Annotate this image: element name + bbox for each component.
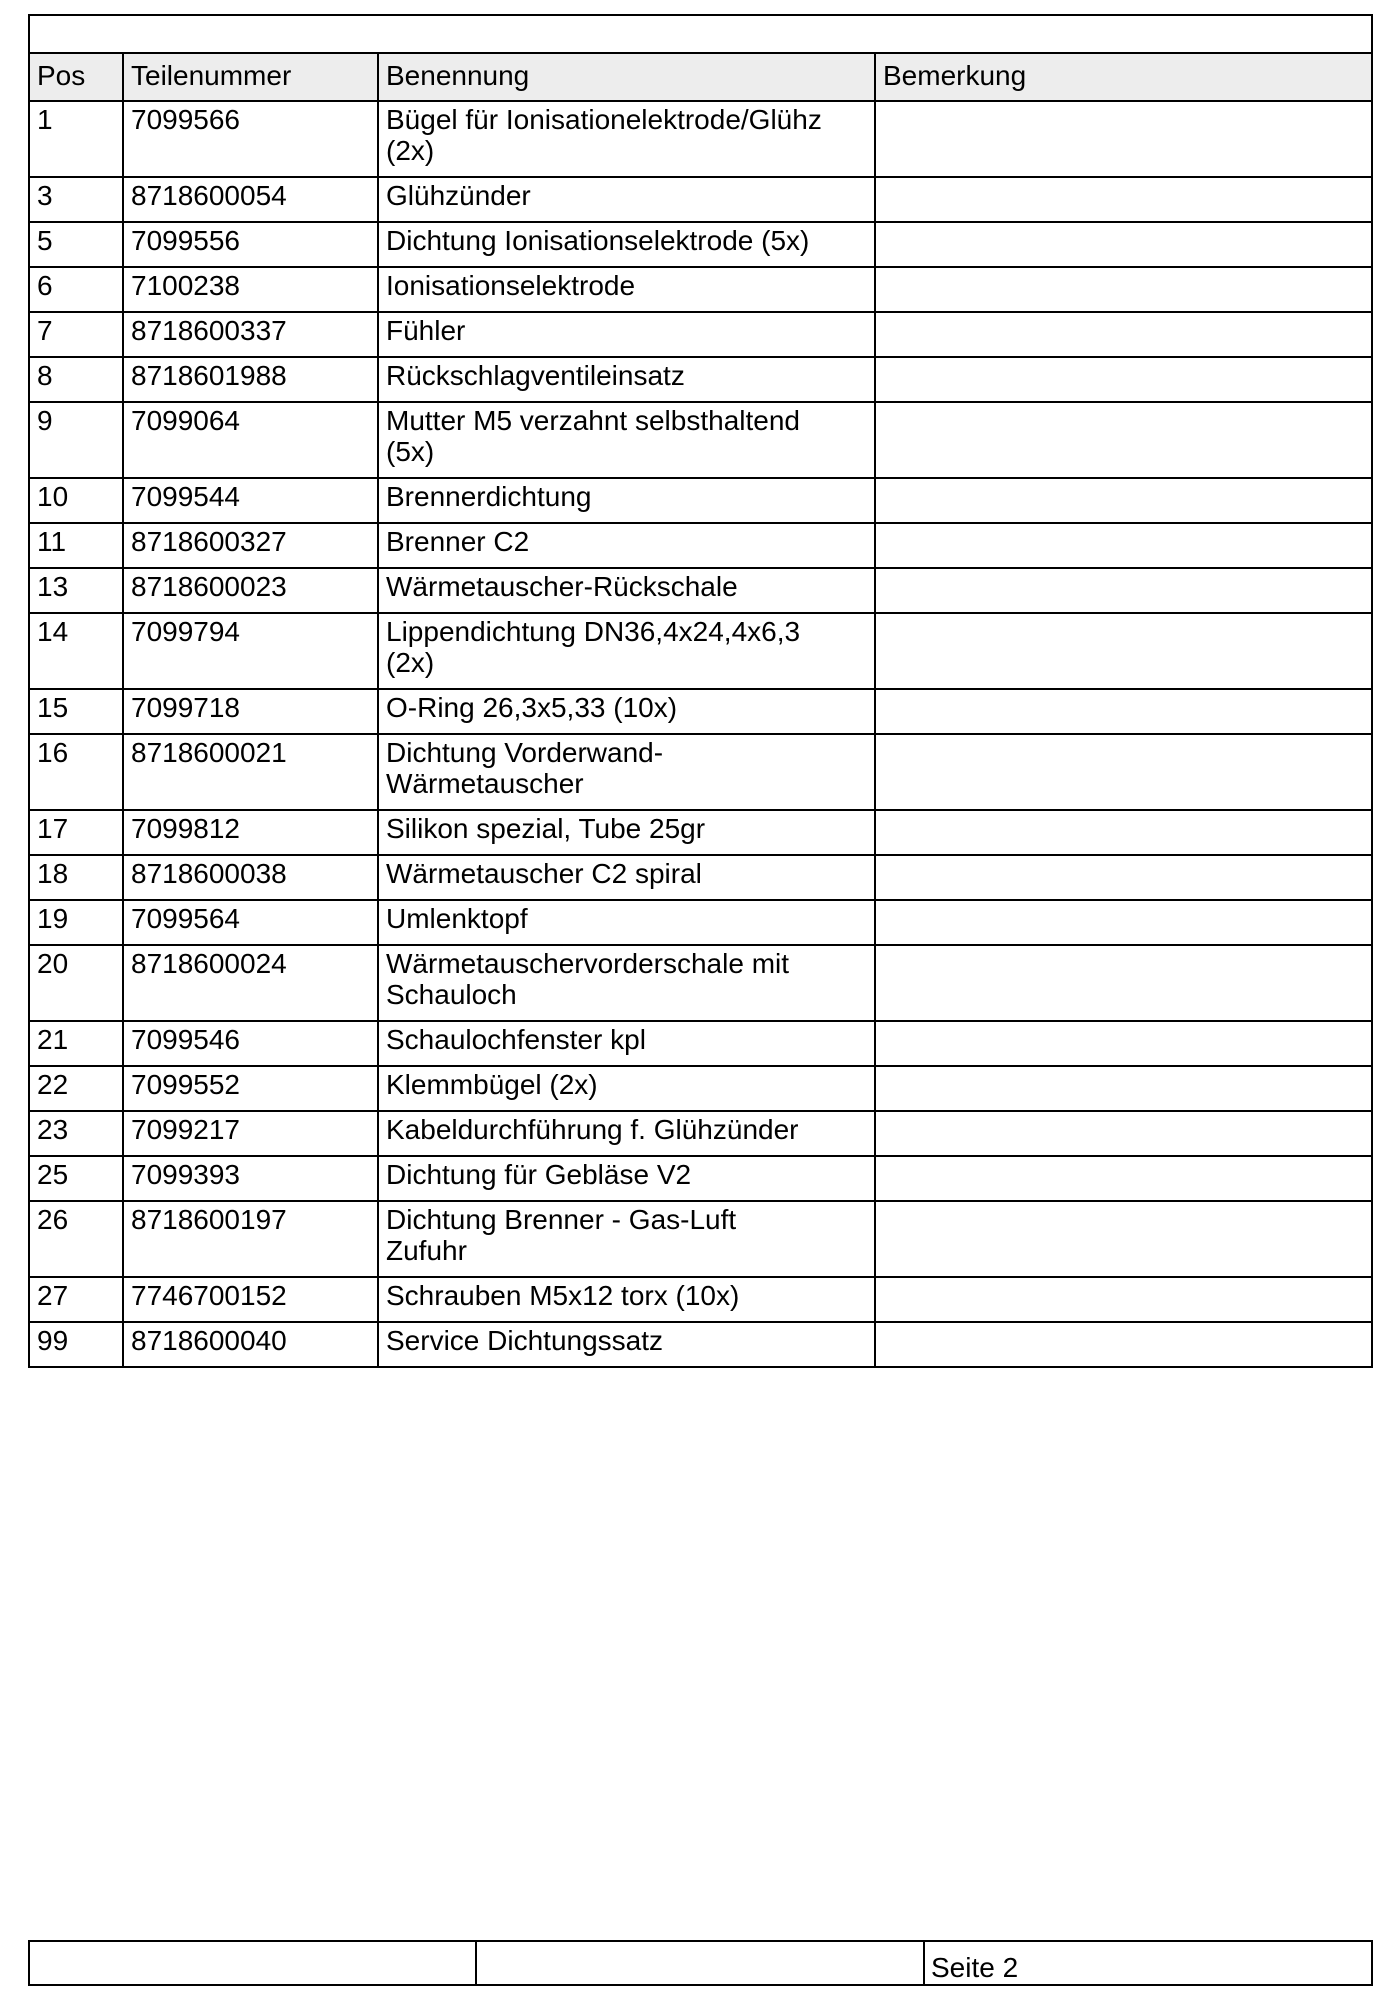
table-row: [29, 267, 1372, 312]
table-title-cell: [29, 15, 1372, 53]
cell-name-line: Bügel für Ionisationelektrode/Glühz: [386, 104, 822, 135]
cell-name: [378, 1066, 875, 1111]
page-number: Seite 2: [924, 1941, 1372, 1985]
cell-part-number: 7099217: [123, 1111, 378, 1156]
cell-part-number: 8718601988: [123, 357, 378, 402]
cell-name-line: Schauloch: [386, 979, 517, 1010]
cell-name: [378, 177, 875, 222]
cell-remark: [875, 945, 1372, 1021]
cell-name-line: Brennerdichtung: [386, 481, 592, 512]
cell-pos: 1: [29, 101, 123, 177]
cell-pos: 9: [29, 402, 123, 478]
table-row: [29, 1322, 1372, 1367]
cell-part-number: 7099566: [123, 101, 378, 177]
cell-name-line: Ionisationselektrode: [386, 270, 636, 301]
cell-remark: [875, 177, 1372, 222]
cell-pos: 11: [29, 523, 123, 568]
cell-pos: 23: [29, 1111, 123, 1156]
cell-remark: [875, 1111, 1372, 1156]
cell-remark: [875, 222, 1372, 267]
cell-pos: 17: [29, 810, 123, 855]
cell-pos: 15: [29, 689, 123, 734]
table-row: [29, 478, 1372, 523]
cell-name: [378, 267, 875, 312]
cell-remark: [875, 523, 1372, 568]
cell-remark: [875, 1066, 1372, 1111]
cell-part-number: 7099794: [123, 613, 378, 689]
cell-part-number: 8718600038: [123, 855, 378, 900]
cell-name-line: (2x): [386, 135, 435, 166]
cell-remark: [875, 1156, 1372, 1201]
cell-part-number: 7099393: [123, 1156, 378, 1201]
cell-part-number: 8718600327: [123, 523, 378, 568]
cell-name: [378, 1156, 875, 1201]
cell-name: [378, 523, 875, 568]
cell-name-line: Wärmetauschervorderschale mit: [386, 948, 790, 979]
cell-remark: [875, 613, 1372, 689]
cell-part-number: 7099556: [123, 222, 378, 267]
cell-name-line: Klemmbügel (2x): [386, 1069, 598, 1100]
cell-name: [378, 855, 875, 900]
table-row: [29, 357, 1372, 402]
table-row: [29, 1111, 1372, 1156]
cell-name-line: Dichtung Brenner - Gas-Luft: [386, 1204, 737, 1235]
cell-pos: 5: [29, 222, 123, 267]
cell-part-number: 8718600197: [123, 1201, 378, 1277]
table-row: [29, 101, 1372, 177]
table-row: [29, 945, 1372, 1021]
cell-pos: 21: [29, 1021, 123, 1066]
footer-table: [28, 1940, 1373, 1986]
cell-remark: [875, 312, 1372, 357]
header-part-number: Teilenummer: [123, 53, 378, 101]
cell-name-line: Schaulochfenster kpl: [386, 1024, 646, 1055]
cell-name-line: Umlenktopf: [386, 903, 528, 934]
cell-name-line: Lippendichtung DN36,4x24,4x6,3: [386, 616, 801, 647]
cell-name-line: Glühzünder: [386, 180, 531, 211]
cell-name: [378, 568, 875, 613]
cell-remark: [875, 101, 1372, 177]
cell-remark: [875, 689, 1372, 734]
cell-remark: [875, 1322, 1372, 1367]
table-row: [29, 1156, 1372, 1201]
cell-name: [378, 900, 875, 945]
table-row: [29, 568, 1372, 613]
cell-part-number: 7099812: [123, 810, 378, 855]
cell-remark: [875, 267, 1372, 312]
table-header-row: [29, 53, 1372, 101]
table-row: [29, 810, 1372, 855]
header-name: Benennung: [378, 53, 875, 101]
cell-name-line: Service Dichtungssatz: [386, 1325, 664, 1356]
cell-part-number: 7099546: [123, 1021, 378, 1066]
cell-part-number: 8718600337: [123, 312, 378, 357]
cell-pos: 14: [29, 613, 123, 689]
cell-part-number: 8718600040: [123, 1322, 378, 1367]
cell-name: [378, 1201, 875, 1277]
table-row: [29, 523, 1372, 568]
table-row: [29, 312, 1372, 357]
cell-name-line: Schrauben M5x12 torx (10x): [386, 1280, 740, 1311]
table-title-row: [29, 15, 1372, 53]
cell-name: [378, 222, 875, 267]
cell-pos: 99: [29, 1322, 123, 1367]
cell-name: [378, 734, 875, 810]
cell-name-line: Wärmetauscher C2 spiral: [386, 858, 702, 889]
cell-remark: [875, 734, 1372, 810]
cell-pos: 18: [29, 855, 123, 900]
header-remark: Bemerkung: [875, 53, 1372, 101]
table-row: [29, 613, 1372, 689]
cell-name: [378, 402, 875, 478]
cell-pos: 13: [29, 568, 123, 613]
table-row: [29, 900, 1372, 945]
cell-name: [378, 1277, 875, 1322]
cell-name-line: Wärmetauscher-Rückschale: [386, 571, 738, 602]
cell-part-number: 7099564: [123, 900, 378, 945]
table-row: [29, 177, 1372, 222]
cell-pos: 27: [29, 1277, 123, 1322]
footer-cell-middle: [476, 1941, 924, 1985]
table-row: [29, 855, 1372, 900]
cell-part-number: 7099544: [123, 478, 378, 523]
cell-part-number: 7100238: [123, 267, 378, 312]
cell-part-number: 7746700152: [123, 1277, 378, 1322]
cell-name-line: Brenner C2: [386, 526, 530, 557]
cell-part-number: 8718600021: [123, 734, 378, 810]
cell-remark: [875, 402, 1372, 478]
cell-name-line: Dichtung Vorderwand-: [386, 737, 664, 768]
parts-table: [28, 14, 1373, 1368]
cell-part-number: 8718600054: [123, 177, 378, 222]
cell-name-line: Fühler: [386, 315, 466, 346]
table-row: [29, 734, 1372, 810]
cell-pos: 16: [29, 734, 123, 810]
cell-name: [378, 312, 875, 357]
cell-pos: 10: [29, 478, 123, 523]
table-row: [29, 689, 1372, 734]
table-row: [29, 1277, 1372, 1322]
cell-part-number: 7099718: [123, 689, 378, 734]
table-row: [29, 1201, 1372, 1277]
cell-pos: 25: [29, 1156, 123, 1201]
cell-remark: [875, 1021, 1372, 1066]
cell-name: [378, 101, 875, 177]
cell-name: [378, 689, 875, 734]
cell-name: [378, 478, 875, 523]
cell-pos: 3: [29, 177, 123, 222]
table-row: [29, 1021, 1372, 1066]
cell-name-line: Rückschlagventileinsatz: [386, 360, 685, 391]
cell-remark: [875, 1277, 1372, 1322]
cell-name: [378, 945, 875, 1021]
cell-name-line: Kabeldurchführung f. Glühzünder: [386, 1114, 799, 1145]
cell-name-line: O-Ring 26,3x5,33 (10x): [386, 692, 678, 723]
cell-remark: [875, 810, 1372, 855]
cell-name: [378, 810, 875, 855]
cell-pos: 19: [29, 900, 123, 945]
cell-name-line: Mutter M5 verzahnt selbsthaltend: [386, 405, 800, 436]
table-row: [29, 222, 1372, 267]
cell-pos: 26: [29, 1201, 123, 1277]
cell-name-line: Wärmetauscher: [386, 768, 584, 799]
cell-remark: [875, 478, 1372, 523]
footer-cell-left: [29, 1941, 476, 1985]
cell-part-number: 8718600024: [123, 945, 378, 1021]
cell-remark: [875, 357, 1372, 402]
cell-name: [378, 1322, 875, 1367]
cell-name-line: (5x): [386, 436, 435, 467]
cell-remark: [875, 568, 1372, 613]
cell-pos: 6: [29, 267, 123, 312]
header-pos: Pos: [29, 53, 123, 101]
cell-part-number: 8718600023: [123, 568, 378, 613]
cell-name-line: (2x): [386, 647, 435, 678]
cell-pos: 7: [29, 312, 123, 357]
cell-name: [378, 357, 875, 402]
cell-part-number: 7099552: [123, 1066, 378, 1111]
cell-name-line: Dichtung Ionisationselektrode (5x): [386, 225, 810, 256]
cell-remark: [875, 900, 1372, 945]
cell-name: [378, 1111, 875, 1156]
cell-name: [378, 1021, 875, 1066]
cell-remark: [875, 1201, 1372, 1277]
table-row: [29, 402, 1372, 478]
cell-name-line: Silikon spezial, Tube 25gr: [386, 813, 706, 844]
cell-name: [378, 613, 875, 689]
footer-row: [29, 1941, 1372, 1985]
cell-part-number: 7099064: [123, 402, 378, 478]
cell-pos: 22: [29, 1066, 123, 1111]
table-row: [29, 1066, 1372, 1111]
cell-name-line: Dichtung für Gebläse V2: [386, 1159, 692, 1190]
cell-remark: [875, 855, 1372, 900]
cell-pos: 20: [29, 945, 123, 1021]
cell-pos: 8: [29, 357, 123, 402]
cell-name-line: Zufuhr: [386, 1235, 467, 1266]
